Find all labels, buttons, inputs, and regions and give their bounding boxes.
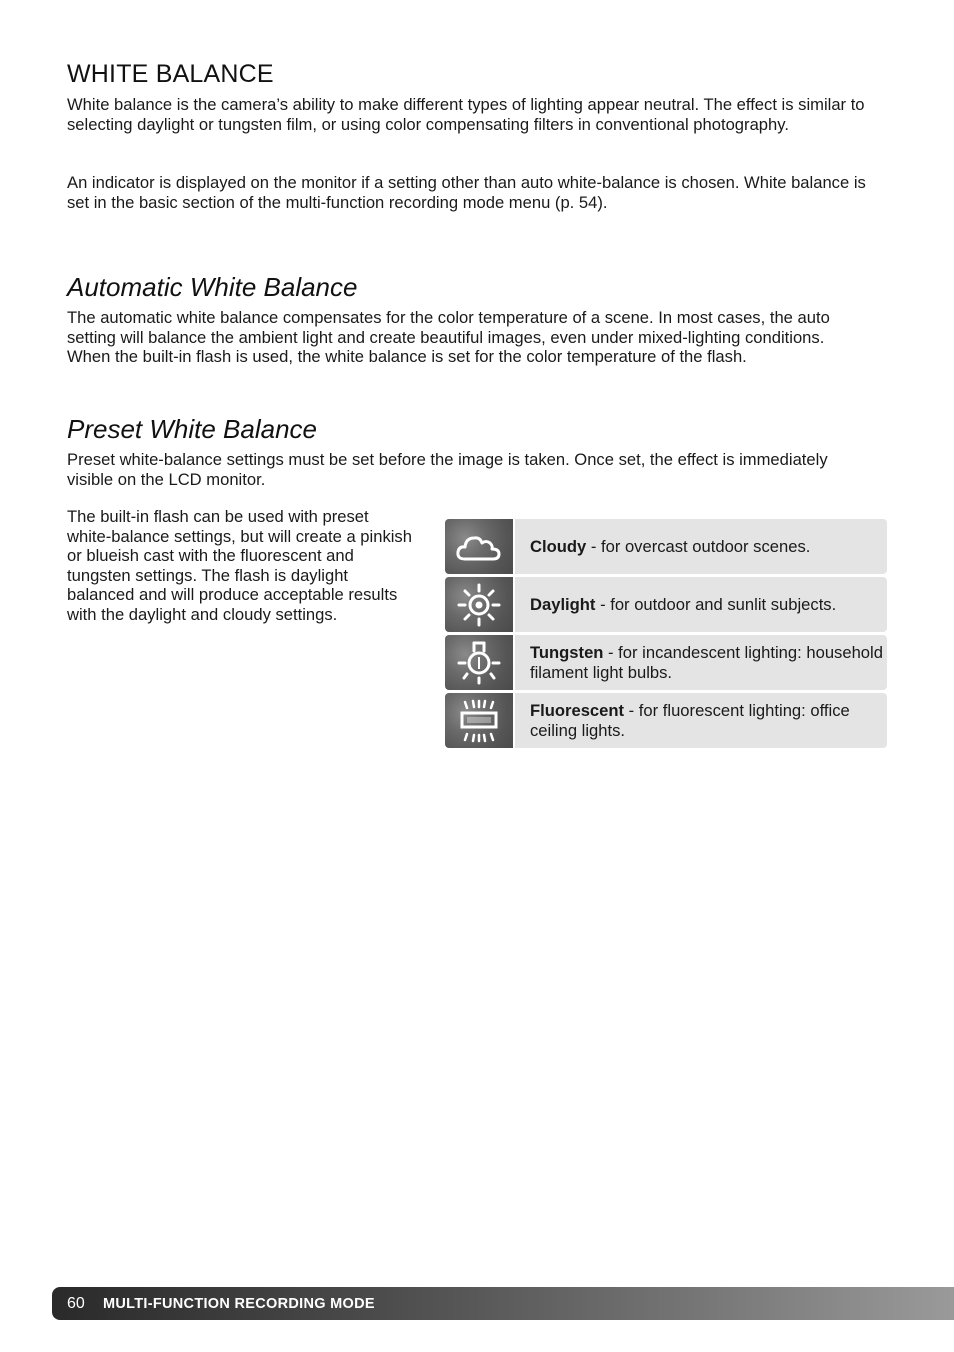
section-title: WHITE BALANCE [67,60,274,88]
preset-modes-table [445,519,887,751]
light-bulb-icon [445,635,513,690]
wb-mode-row-cloudy [445,519,887,574]
page-number: 60 [67,1294,85,1312]
wb-mode-row-daylight [445,577,887,632]
sun-icon [445,577,513,632]
fluorescent-tube-icon [445,693,513,748]
chapter-label: MULTI-FUNCTION RECORDING MODE [103,1295,375,1312]
wb-mode-name: Cloudy [530,536,587,556]
wb-mode-text: - for fluorescent lighting: office ceiling lights. [530,701,850,740]
cloud-icon [445,519,513,574]
preset-wb-paragraph: Preset white-balance settings must be set before the image is taken. Once set, the effect is immediately visible on the LCD monitor. [67,450,828,489]
indicator-paragraph: An indicator is displayed on the monitor if a setting other than auto white-balance is chosen. White balance is set in the basic section of the multi-function recording mode menu (p. 54). [67,173,866,212]
wb-mode-row-fluorescent [445,693,887,748]
wb-mode-name: Tungsten [530,643,604,662]
wb-mode-text: - for incandescent lighting: household filament light bulbs. [530,643,883,682]
preset-wb-title: Preset White Balance [67,414,318,444]
wb-mode-text: - for outdoor and sunlit subjects. [595,594,837,614]
wb-mode-desc-fluorescent [515,693,887,748]
wb-mode-name: Fluorescent [530,701,625,720]
wb-mode-name: Daylight [530,594,596,614]
intro-paragraph: White balance is the camera’s ability to make different types of lighting appear neutral. The effect is similar to selecting daylight or tungsten film, or using color compensating filters in conventional photography. [67,95,865,134]
wb-mode-row-tungsten [445,635,887,690]
footer-bar [52,1287,954,1320]
auto-wb-title: Automatic White Balance [67,272,358,302]
wb-mode-desc-cloudy [515,519,887,574]
auto-wb-paragraph: The automatic white balance compensates for the color temperature of a scene. In most cases, the auto setting will balance the ambient light and create beautiful images, even under mixed-lighting conditions. When the built-in flash is used, the white balance is set for the color temperature of the flash. [67,308,830,366]
flash-note-paragraph: The built-in flash can be used with preset white-balance settings, but will create a pinkish or blueish cast with the fluorescent and tungsten settings. The flash is daylight balanced and will produce acceptable results with the daylight and cloudy settings. [67,507,412,624]
wb-mode-desc-tungsten [515,635,887,690]
wb-mode-desc-daylight [515,577,887,632]
wb-mode-text: - for overcast outdoor scenes. [586,536,811,556]
